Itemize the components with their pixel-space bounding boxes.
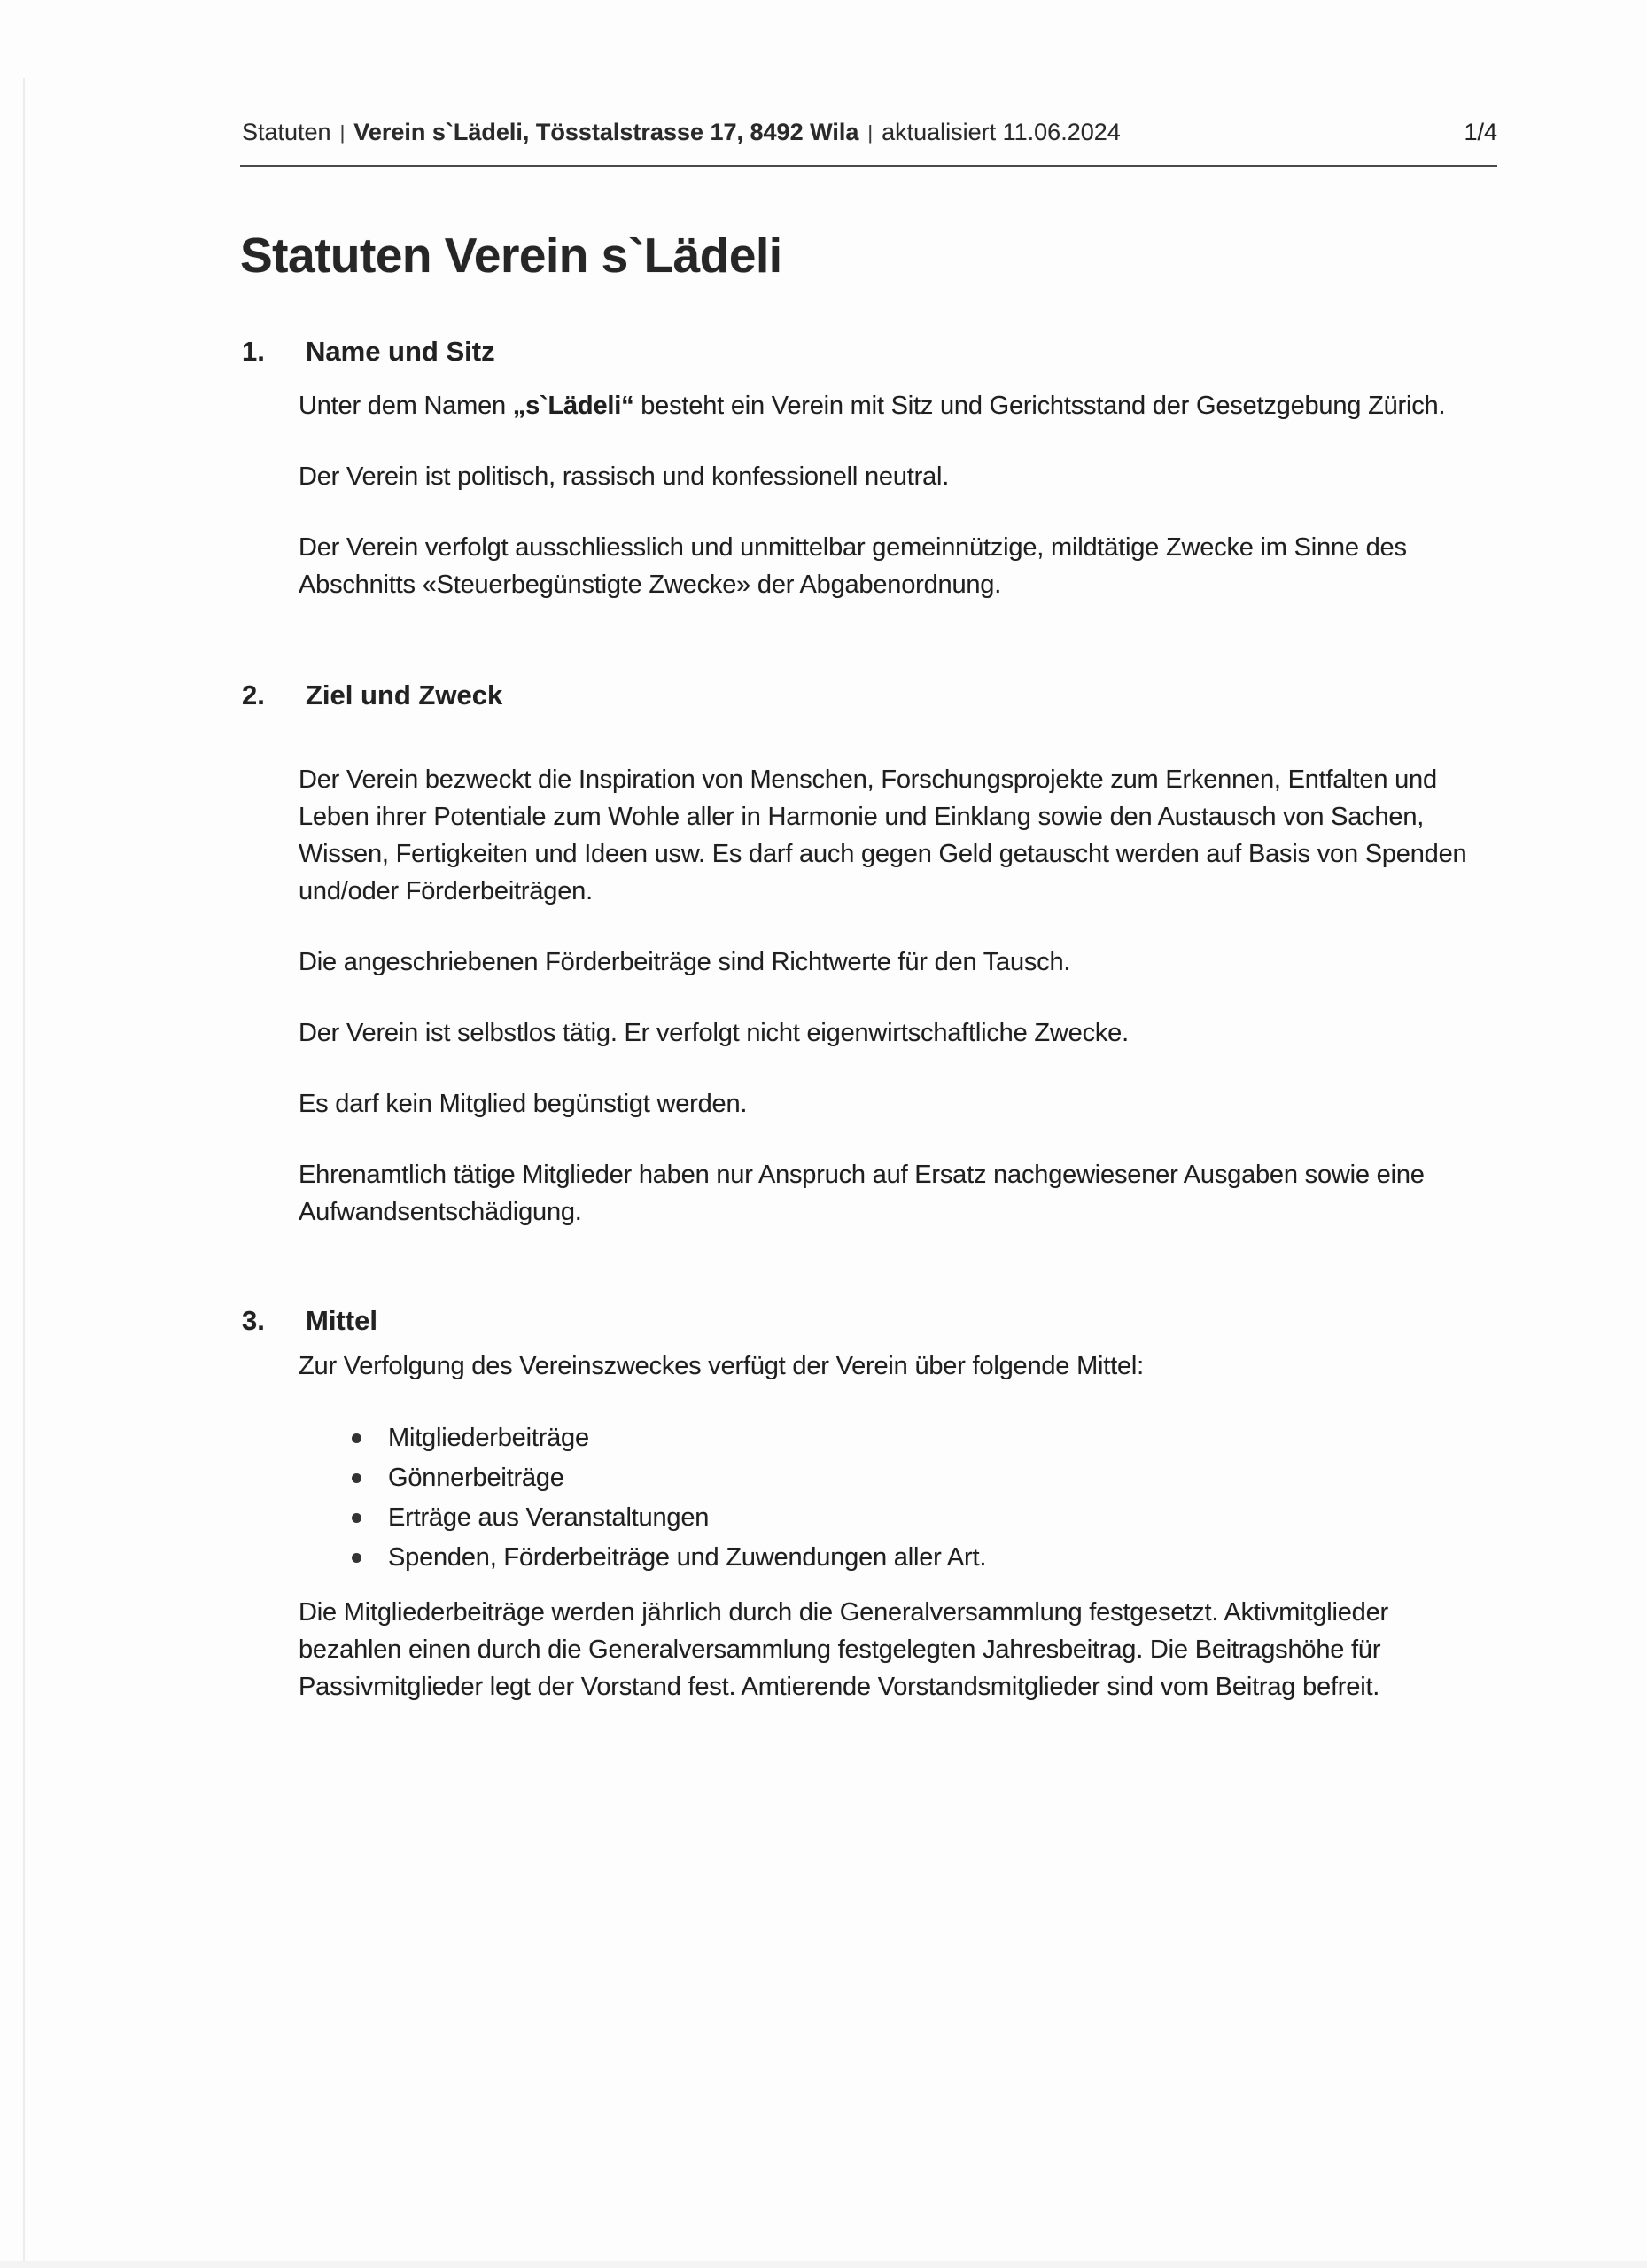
paragraph: Der Verein ist selbstlos tätig. Er verfolgt nicht eigenwirtschaftliche Zwecke.: [299, 1018, 1129, 1047]
paragraph-run: besteht ein Verein mit Sitz und Gerichtsstand der Gesetzgebung Zürich.: [633, 391, 1446, 420]
paragraph: Es darf kein Mitglied begünstigt werden.: [299, 1089, 748, 1118]
section-title: Ziel und Zweck: [306, 679, 503, 711]
section-ziel-und-zweck: [0, 680, 1647, 1231]
section-name-und-sitz: [0, 336, 1647, 603]
header-separator: |: [867, 121, 874, 144]
paragraph: Der Verein verfolgt ausschliesslich und unmittelbar gemeinnützige, mildtätige Zwecke im Sinne des Abschnitts «Steuerbegünstigte Zwecke» der Abgabenordnung.: [299, 532, 1407, 599]
paragraph: Die Mitgliederbeiträge werden jährlich durch die Generalversammlung festgesetzt. Aktivmitglieder bezahlen einen durch die Generalversammlung festgelegten Jahresbeitrag. Die Beitragshöhe für Passivmitglieder legt der Vorstand fest. Amtierende Vorstandsmitglieder sind vom Beitrag befreit.: [299, 1597, 1388, 1701]
section-body: [299, 761, 1497, 1231]
list-item: Spenden, Förderbeiträge und Zuwendungen aller Art.: [388, 1538, 1497, 1578]
paragraph: Die angeschriebenen Förderbeiträge sind Richtwerte für den Tausch.: [299, 947, 1071, 976]
paragraph: Ehrenamtlich tätige Mitglieder haben nur Anspruch auf Ersatz nachgewiesener Ausgaben sowie eine Aufwandsentschädigung.: [299, 1160, 1425, 1226]
section-number: 1.: [242, 335, 265, 367]
paragraph: Zur Verfolgung des Vereinszweckes verfügt der Verein über folgende Mittel:: [299, 1351, 1145, 1380]
list-item: Mitgliederbeiträge: [388, 1418, 1497, 1458]
document-title: Statuten Verein s`Lädeli: [240, 228, 782, 283]
header-doc-type: Statuten: [242, 119, 331, 145]
document-header: [0, 0, 1647, 146]
section-heading: [242, 336, 1497, 368]
paragraph: Der Verein bezweckt die Inspiration von Menschen, Forschungsprojekte zum Erkennen, Entfalten und Leben ihrer Potentiale zum Wohle aller in Harmonie und Einklang sowie den Austausch von Sachen, Wissen, Fertigkeiten und Ideen usw. Es darf auch gegen Geld getauscht werden auf Basis von Spenden und/oder Förderbeiträgen.: [299, 765, 1467, 905]
header-meta: [242, 119, 1121, 146]
header-updated-date: aktualisiert 11.06.2024: [882, 119, 1121, 145]
list-item: Erträge aus Veranstaltungen: [388, 1498, 1497, 1538]
section-title: Mittel: [306, 1304, 377, 1336]
scan-bottom-shadow: [0, 2261, 1647, 2268]
header-separator: |: [339, 121, 346, 144]
paragraph-run: Unter dem Namen: [299, 391, 513, 420]
section-heading: [242, 680, 1497, 711]
list-item: Gönnerbeiträge: [388, 1458, 1497, 1498]
section-heading: [242, 1305, 1497, 1337]
section-number: 3.: [242, 1304, 265, 1336]
section-body: [299, 1348, 1497, 1705]
means-list: [299, 1418, 1497, 1578]
paragraph: Der Verein ist politisch, rassisch und konfessionell neutral.: [299, 462, 950, 491]
header-org-address: Verein s`Lädeli, Tösstalstrasse 17, 8492 Wila: [353, 119, 859, 145]
header-rule: [240, 165, 1497, 167]
section-mittel: [0, 1305, 1647, 1705]
section-title: Name und Sitz: [306, 335, 495, 367]
page-number: 1/4: [1464, 119, 1497, 145]
paragraph-run-bold: „s`Lädeli“: [512, 391, 634, 420]
paragraph: [299, 387, 1497, 424]
scan-edge-shadow: [23, 78, 25, 2268]
section-number: 2.: [242, 679, 265, 711]
section-body: [299, 387, 1497, 603]
